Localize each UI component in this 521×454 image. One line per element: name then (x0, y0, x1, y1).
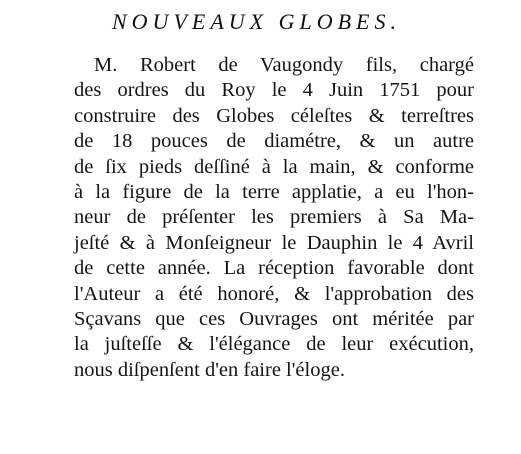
body-line: l'Auteur a été honoré, & l'approbation des (74, 282, 474, 305)
article-title: NOUVEAUX GLOBES. (112, 9, 401, 34)
body-line: de 18 pouces de diamétre, & un autre (74, 130, 474, 153)
body-line: de ſix pieds deſſiné à la main, & conforme (74, 155, 474, 178)
body-line: neur de préſenter les premiers à Sa Ma- (74, 206, 474, 229)
body-line: Sçavans que ces Ouvrages ont méritée par (74, 308, 474, 331)
body-line: à la figure de la terre applatie, a eu l'hon- (74, 181, 474, 204)
body-line: M. Robert de Vaugondy fils, chargé (94, 54, 474, 76)
body-line: nous diſpenſent d'en faire l'éloge. (74, 358, 345, 381)
article-body (74, 53, 474, 383)
body-line: la juſteſſe & l'élégance de leur exécution, (74, 333, 474, 356)
body-line: de cette année. La réception favorable dont (74, 257, 474, 280)
body-line: jeſté & à Monſeigneur le Dauphin le 4 Avril (74, 231, 474, 254)
body-line: des ordres du Roy le 4 Juin 1751 pour (74, 79, 474, 102)
body-line: construire des Globes céleſtes & terreſtres (74, 104, 474, 127)
